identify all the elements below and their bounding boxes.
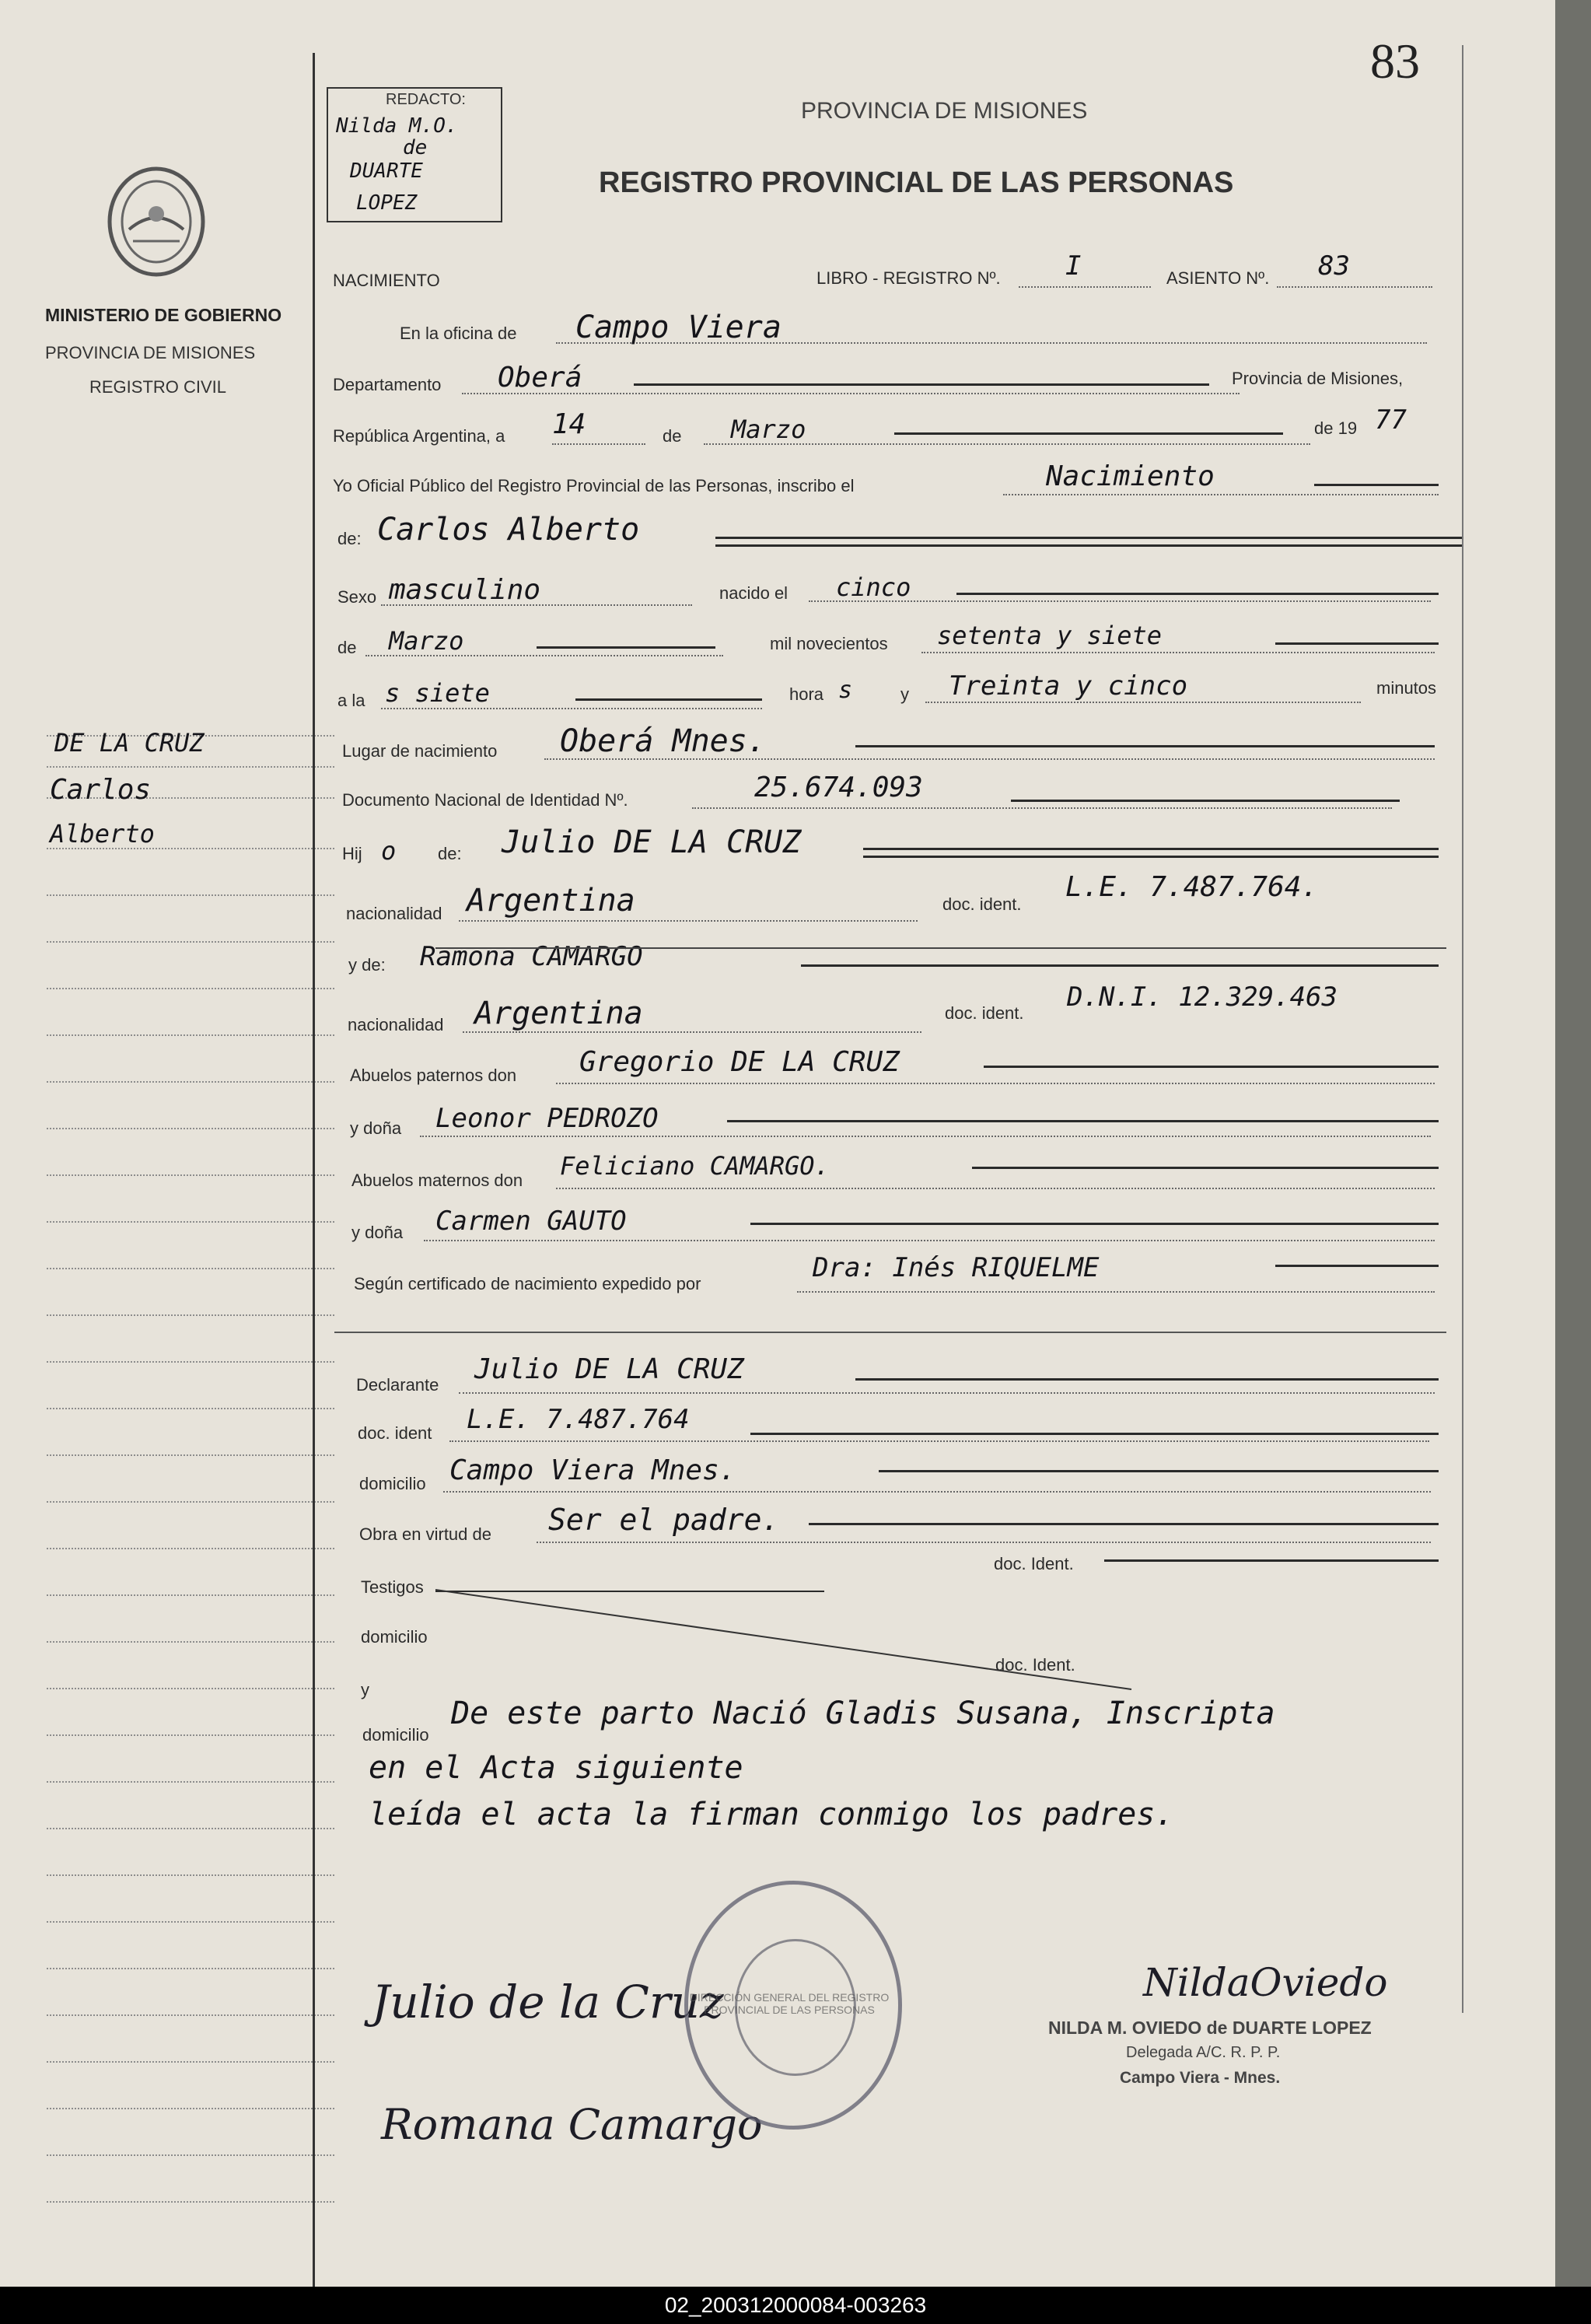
docid2-label: doc. ident.	[945, 1003, 1024, 1023]
image-id: 02_200312000084-003263	[664, 2293, 927, 2317]
mes-fill-rule	[894, 432, 1283, 435]
departamento-fill-rule	[634, 383, 1209, 386]
margin-line	[47, 1268, 334, 1269]
hora-label: hora	[789, 684, 824, 704]
asiento-value: 83	[1318, 250, 1350, 282]
de1-label: de	[663, 426, 682, 446]
obra-label: Obra en virtud de	[359, 1524, 491, 1544]
y-label: y	[900, 684, 909, 704]
margin-line	[47, 1921, 334, 1923]
abpat-line	[556, 1083, 1435, 1084]
madre-top-rule	[435, 947, 1446, 949]
padre-value: Julio DE LA CRUZ	[502, 824, 802, 860]
dni-value: 25.674.093	[754, 772, 923, 803]
dni-line	[692, 807, 1392, 809]
header-province: PROVINCIA DE MISIONES	[801, 98, 1088, 124]
milnov-line	[921, 652, 1435, 653]
departamento-value: Oberá	[498, 362, 582, 394]
de-label: de:	[337, 529, 362, 548]
abpat-dona-line	[420, 1136, 1431, 1137]
segun-line	[797, 1291, 1435, 1293]
nac2-label: nacionalidad	[348, 1015, 444, 1034]
ministry-title: MINISTERIO DE GOBIERNO	[45, 305, 282, 325]
domicilio1-value: Campo Viera Mnes.	[449, 1454, 736, 1486]
minutos-value: Treinta y cinco	[949, 670, 1188, 702]
nombre-fill-rule-2	[715, 544, 1462, 547]
margin-line	[47, 1314, 334, 1316]
section-divider	[334, 1332, 1446, 1333]
declarante-fill-rule	[855, 1378, 1439, 1381]
observaciones-line-1: De este parto Nació Gladis Susana, Inscripta	[451, 1696, 1275, 1731]
docid1-label: doc. ident.	[942, 894, 1022, 914]
milnov-label: mil novecientos	[770, 634, 888, 653]
abmat-label: Abuelos maternos don	[351, 1171, 523, 1190]
officer-signature: NildaOviedo	[1143, 1960, 1388, 2005]
ministry-province: PROVINCIA DE MISIONES	[45, 343, 256, 362]
docid4-label: doc. Ident.	[994, 1554, 1074, 1573]
header-title: REGISTRO PROVINCIAL DE LAS PERSONAS	[599, 166, 1234, 199]
padre-fill-rule-2	[863, 856, 1439, 858]
abmat-dona-fill-rule	[750, 1223, 1439, 1225]
margin-note-surname: DE LA CRUZ	[54, 728, 205, 758]
lugar-label: Lugar de nacimiento	[342, 741, 498, 761]
obra-line	[537, 1542, 1431, 1543]
domicilio3-label: domicilio	[362, 1725, 429, 1745]
margin-line	[47, 1081, 334, 1083]
dia-line	[552, 443, 645, 445]
officer-stamp-role: Delegada A/C. R. P. P.	[1126, 2044, 1281, 2061]
redacto-name-line: Nilda M.O.	[336, 114, 458, 138]
oficial-value: Nacimiento	[1046, 460, 1215, 492]
asiento-label: ASIENTO Nº.	[1166, 268, 1270, 288]
segun-value: Dra: Inés RIQUELME	[813, 1252, 1100, 1283]
left-column-border	[313, 53, 315, 2299]
ala-label: a la	[337, 691, 365, 710]
provincia-label: Provincia de Misiones,	[1232, 369, 1404, 388]
declarante-label: Declarante	[356, 1375, 439, 1395]
declarante-value: Julio DE LA CRUZ	[474, 1353, 744, 1385]
docid4-fill-rule	[1104, 1559, 1439, 1562]
redacto-label: REDACTO:	[386, 91, 466, 108]
obra-value: Ser el padre.	[548, 1503, 780, 1537]
domicilio1-fill-rule	[879, 1470, 1439, 1472]
docid2-value: D.N.I. 12.329.463	[1067, 982, 1337, 1013]
nac1-value: Argentina	[467, 883, 635, 919]
padre-fill-rule	[863, 848, 1439, 850]
abmat-fill-rule	[972, 1167, 1439, 1169]
nacido-label: nacido el	[719, 583, 789, 603]
madre-fill-rule	[801, 964, 1439, 967]
margin-line	[47, 2154, 334, 2156]
abpat-fill-rule	[984, 1066, 1439, 1068]
redacto-name-line: LOPEZ	[356, 191, 418, 215]
madre-value: Ramona CAMARGO	[420, 941, 643, 972]
oficial-line	[1003, 494, 1439, 495]
lugar-fill-rule	[855, 745, 1435, 747]
nac2-line	[463, 1031, 921, 1033]
y2-label: y	[361, 1680, 369, 1699]
milnov-value: setenta y siete	[937, 621, 1162, 650]
abpat-dona-value: Leonor PEDROZO	[435, 1103, 659, 1134]
sexo-label: Sexo	[337, 587, 377, 607]
margin-line	[47, 988, 334, 989]
seal-text: DIRECCIÓN GENERAL DEL REGISTRO PROVINCIAL DE LAS PERSONAS	[689, 1991, 890, 2016]
hora-suffix: s	[838, 677, 853, 704]
abpat-label: Abuelos paternos don	[350, 1066, 517, 1085]
margin-line	[47, 1874, 334, 1876]
abpat-value: Gregorio DE LA CRUZ	[579, 1046, 900, 1078]
declarante-line	[459, 1392, 1435, 1394]
hij-label: Hij	[342, 844, 362, 863]
nombre-fill-rule	[715, 537, 1462, 539]
domicilio1-line	[443, 1491, 1431, 1493]
testigos-label: Testigos	[361, 1577, 424, 1597]
nacimiento-label: NACIMIENTO	[333, 271, 440, 290]
oficial-label: Yo Oficial Público del Registro Provincial de las Personas, inscribo el	[333, 476, 855, 495]
milnov-fill-rule	[1275, 642, 1439, 645]
libro-line	[1019, 286, 1151, 288]
docid5-label: doc. Ident.	[995, 1655, 1075, 1675]
margin-line	[47, 1408, 334, 1409]
abmat-dona-line	[424, 1240, 1435, 1241]
domicilio2-label: domicilio	[361, 1627, 428, 1647]
margin-line	[47, 1034, 334, 1036]
margin-line	[47, 766, 334, 768]
republica-label: República Argentina, a	[333, 426, 505, 446]
margin-line	[47, 1548, 334, 1549]
margin-line	[47, 1734, 334, 1736]
ala-value: s siete	[385, 678, 490, 708]
abmat-value: Feliciano CAMARGO.	[560, 1151, 830, 1181]
margin-line	[47, 1501, 334, 1503]
dni-label: Documento Nacional de Identidad Nº.	[342, 790, 628, 810]
sexo-value: masculino	[389, 574, 541, 606]
nacido-mes-fill-rule	[537, 646, 715, 649]
image-id-footer	[0, 2287, 1591, 2324]
margin-line	[47, 1454, 334, 1456]
nac1-label: nacionalidad	[346, 904, 442, 923]
margin-line	[47, 1781, 334, 1783]
margin-line	[47, 941, 334, 943]
segun-label: Según certificado de nacimiento expedido por	[354, 1274, 701, 1293]
dni-fill-rule	[1011, 800, 1400, 802]
right-column-border	[1462, 45, 1463, 2013]
margin-line	[47, 1828, 334, 1829]
anio-value: 77	[1375, 404, 1407, 436]
officer-stamp-name: NILDA M. OVIEDO de DUARTE LOPEZ	[1048, 2018, 1372, 2038]
margin-line	[47, 1221, 334, 1223]
asiento-line	[1277, 286, 1432, 288]
ydona2-label: y doña	[351, 1223, 404, 1242]
page-number: 83	[1370, 33, 1420, 89]
margin-line	[47, 2061, 334, 2063]
nacido-mes-value: Marzo	[389, 626, 464, 656]
observaciones-line-2: en el Acta siguiente	[369, 1750, 743, 1786]
oficina-value: Campo Viera	[575, 310, 782, 345]
page-edge	[1555, 0, 1591, 2287]
margin-line	[47, 1641, 334, 1643]
father-signature: Julio de la Cruz	[372, 1976, 724, 2028]
margin-line	[47, 2014, 334, 2016]
ala-line	[381, 708, 762, 709]
mother-signature: Romana Camargo	[381, 2100, 763, 2149]
officer-stamp-place: Campo Viera - Mnes.	[1120, 2069, 1281, 2087]
docid1-value: L.E. 7.487.764.	[1065, 871, 1319, 903]
margin-line	[47, 1688, 334, 1689]
hij-de-label: de:	[438, 844, 462, 863]
margin-line	[47, 1594, 334, 1596]
provincial-coat-of-arms-icon	[98, 163, 215, 280]
lugar-value: Oberá Mnes.	[560, 723, 766, 759]
docid3-line	[449, 1440, 1429, 1442]
oficina-label: En la oficina de	[400, 324, 517, 343]
margin-line	[47, 1968, 334, 1969]
abpat-dona-fill-rule	[727, 1120, 1439, 1122]
ministry-office: REGISTRO CIVIL	[89, 377, 227, 397]
docid3-label: doc. ident	[358, 1423, 432, 1443]
ala-fill-rule	[575, 698, 762, 701]
minutos-line	[925, 702, 1361, 703]
minutos-label: minutos	[1376, 678, 1437, 698]
redacto-name-line: DUARTE	[350, 159, 423, 183]
departamento-label: Departamento	[333, 375, 442, 394]
abmat-line	[556, 1188, 1435, 1189]
mes-value: Marzo	[731, 415, 806, 444]
hij-suffix: o	[381, 836, 397, 866]
nac1-line	[459, 920, 918, 922]
nombre-value: Carlos Alberto	[377, 512, 640, 548]
ydona1-label: y doña	[350, 1118, 402, 1138]
observaciones-line-3: leída el acta la firman conmigo los padres.	[369, 1797, 1174, 1832]
nac2-value: Argentina	[474, 996, 643, 1031]
de1977-label: de 19	[1314, 418, 1358, 438]
margin-line	[47, 1174, 334, 1176]
domicilio1-label: domicilio	[359, 1474, 426, 1493]
margin-line	[47, 1361, 334, 1363]
docid3-value: L.E. 7.487.764	[467, 1404, 690, 1435]
redacto-name-line: de	[403, 136, 428, 159]
obra-fill-rule	[809, 1523, 1439, 1525]
de2-label: de	[337, 638, 357, 657]
margin-note-name: Alberto	[50, 819, 155, 849]
libro-value: I	[1065, 250, 1082, 282]
docid3-fill-rule	[750, 1433, 1439, 1435]
margin-line	[47, 2108, 334, 2109]
margin-note-name: Carlos	[50, 774, 152, 806]
dia-value: 14	[552, 408, 586, 440]
margin-line	[47, 2201, 334, 2203]
margin-line	[47, 894, 334, 896]
libro-label: LIBRO - REGISTRO Nº.	[816, 268, 1001, 288]
nacido-fill-rule	[956, 593, 1439, 595]
segun-fill-rule	[1275, 1265, 1439, 1267]
yde-label: y de:	[348, 955, 386, 975]
oficial-fill-rule	[1314, 484, 1439, 486]
margin-line	[47, 1128, 334, 1129]
nacido-value: cinco	[836, 572, 911, 602]
abmat-dona-value: Carmen GAUTO	[435, 1206, 627, 1237]
testigos-cancel-diagonal	[435, 1588, 1135, 1697]
